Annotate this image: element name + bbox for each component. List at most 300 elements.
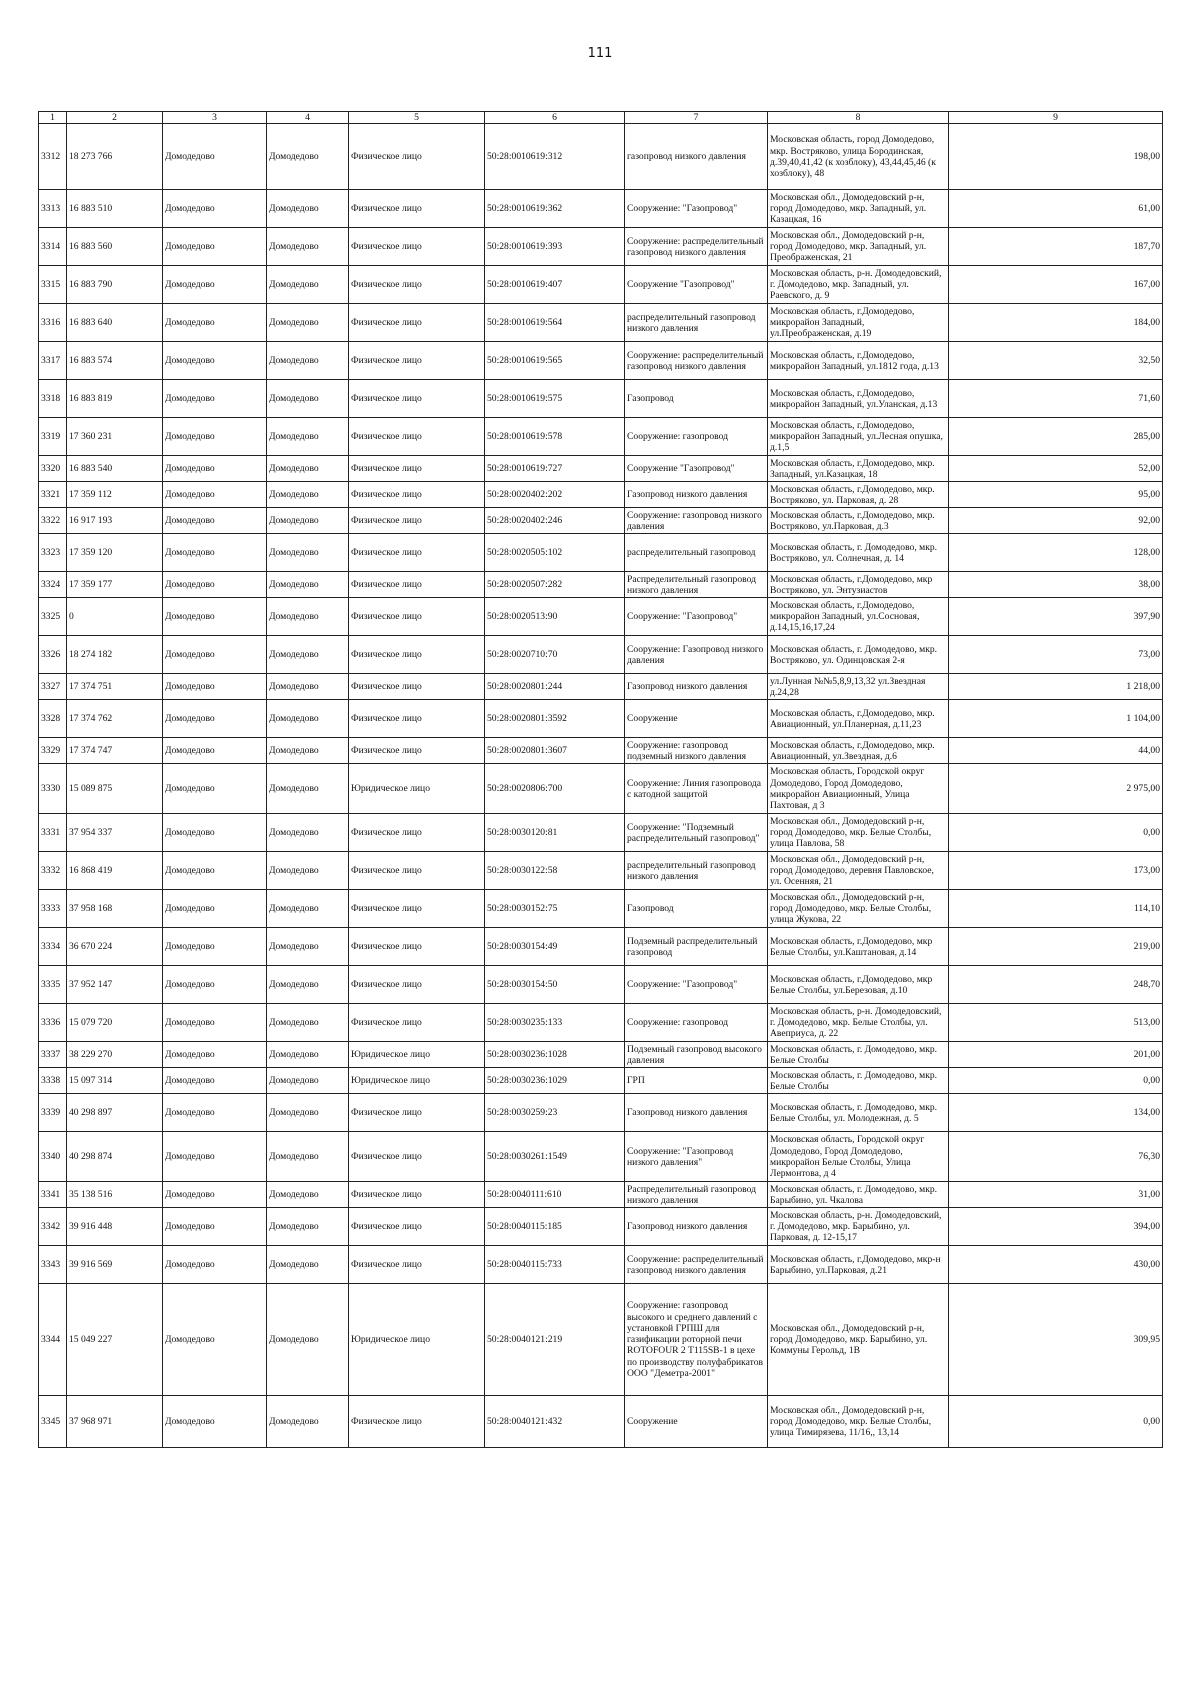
cell-district: Домодедово: [163, 1042, 267, 1068]
cell-object-id: 16 883 560: [67, 228, 163, 266]
cell-district: Домодедово: [163, 418, 267, 456]
cell-object-name: Сооружение: распределительный газопровод низкого давления: [625, 1246, 768, 1284]
cell-district: Домодедово: [163, 636, 267, 674]
cell-cadastral-number: 50:28:0020402:202: [485, 482, 625, 508]
cell-length-value: 0,00: [949, 1068, 1163, 1094]
cell-row-number: 3329: [39, 738, 67, 764]
column-header: 6: [485, 112, 625, 124]
cell-row-number: 3331: [39, 814, 67, 852]
cell-municipality: Домодедово: [267, 1284, 349, 1396]
cell-municipality: Домодедово: [267, 304, 349, 342]
table-row: [39, 1396, 1163, 1448]
cell-address: Московская область, г.Домодедово, микрорайон Западный, ул.Сосновая, д.14,15,16,17,24: [768, 598, 949, 636]
cell-district: Домодедово: [163, 482, 267, 508]
cell-municipality: Домодедово: [267, 228, 349, 266]
cell-row-number: 3321: [39, 482, 67, 508]
cell-owner-type: Физическое лицо: [349, 190, 485, 228]
table-row: [39, 1246, 1163, 1284]
cell-object-id: 16 868 419: [67, 852, 163, 890]
cell-length-value: 219,00: [949, 928, 1163, 966]
cell-district: Домодедово: [163, 1182, 267, 1208]
cell-cadastral-number: 50:28:0040121:432: [485, 1396, 625, 1448]
cell-owner-type: Физическое лицо: [349, 1246, 485, 1284]
cell-cadastral-number: 50:28:0010619:565: [485, 342, 625, 380]
cell-district: Домодедово: [163, 1246, 267, 1284]
cell-municipality: Домодедово: [267, 456, 349, 482]
cell-address: Московская обл., Домодедовский р-н, город Домодедово, мкр. Белые Столбы, улица Тимирязева, 11/16,, 13,14: [768, 1396, 949, 1448]
table-row: [39, 482, 1163, 508]
cell-municipality: Домодедово: [267, 572, 349, 598]
cell-object-id: 17 359 120: [67, 534, 163, 572]
table-row: [39, 1208, 1163, 1246]
table-row: [39, 928, 1163, 966]
cell-owner-type: Физическое лицо: [349, 228, 485, 266]
cell-length-value: 184,00: [949, 304, 1163, 342]
cell-district: Домодедово: [163, 814, 267, 852]
cell-owner-type: Физическое лицо: [349, 966, 485, 1004]
cell-object-name: Сооружение: "Газопровод низкого давления": [625, 1132, 768, 1182]
cell-length-value: 248,70: [949, 966, 1163, 1004]
cell-cadastral-number: 50:28:0010619:312: [485, 124, 625, 190]
cell-object-name: Распределительный газопровод низкого давления: [625, 572, 768, 598]
cell-object-name: Газопровод: [625, 380, 768, 418]
cell-row-number: 3342: [39, 1208, 67, 1246]
cell-object-name: Подземный газопровод высокого давления: [625, 1042, 768, 1068]
cell-cadastral-number: 50:28:0020505:102: [485, 534, 625, 572]
cell-row-number: 3320: [39, 456, 67, 482]
table-row: [39, 1182, 1163, 1208]
cell-district: Домодедово: [163, 764, 267, 814]
cell-length-value: 397,90: [949, 598, 1163, 636]
cell-cadastral-number: 50:28:0020507:282: [485, 572, 625, 598]
cell-municipality: Домодедово: [267, 1246, 349, 1284]
cell-municipality: Домодедово: [267, 342, 349, 380]
cell-length-value: 309,95: [949, 1284, 1163, 1396]
cell-municipality: Домодедово: [267, 852, 349, 890]
cell-cadastral-number: 50:28:0040115:733: [485, 1246, 625, 1284]
cell-address: Московская область, г.Домодедово, мкр. Западный, ул.Казацкая, 18: [768, 456, 949, 482]
table-row: [39, 738, 1163, 764]
table-row: [39, 966, 1163, 1004]
cell-row-number: 3338: [39, 1068, 67, 1094]
cell-address: Московская область, г.Домодедово, мкр. Востряково, ул.Парковая, д.3: [768, 508, 949, 534]
cell-length-value: 173,00: [949, 852, 1163, 890]
cell-row-number: 3335: [39, 966, 67, 1004]
cell-address: Московская обл., Домодедовский р-н, город Домодедово, деревня Павловское, ул. Осенняя, 21: [768, 852, 949, 890]
cell-object-id: 37 952 147: [67, 966, 163, 1004]
column-header: 3: [163, 112, 267, 124]
cell-owner-type: Юридическое лицо: [349, 764, 485, 814]
cell-row-number: 3333: [39, 890, 67, 928]
cell-address: Московская область, р-н. Домодедовский, г. Домодедово, мкр. Белые Столбы, ул. Авеприуса, д. 22: [768, 1004, 949, 1042]
cell-object-name: Сооружение: "Подземный распределительный газопровод": [625, 814, 768, 852]
cell-row-number: 3341: [39, 1182, 67, 1208]
cell-row-number: 3323: [39, 534, 67, 572]
table-row: [39, 508, 1163, 534]
cell-owner-type: Физическое лицо: [349, 1396, 485, 1448]
cell-cadastral-number: 50:28:0030261:1549: [485, 1132, 625, 1182]
cell-address: Московская область, город Домодедово, мкр. Востряково, улица Бородинская, д.39,40,41,42 (к хозблоку), 43,44,45,46 (к хозблоку), 48: [768, 124, 949, 190]
cell-owner-type: Физическое лицо: [349, 890, 485, 928]
cell-length-value: 52,00: [949, 456, 1163, 482]
cell-object-name: Газопровод низкого давления: [625, 482, 768, 508]
cell-object-id: 39 916 448: [67, 1208, 163, 1246]
cell-district: Домодедово: [163, 534, 267, 572]
page-number: 111: [587, 46, 613, 61]
cell-municipality: Домодедово: [267, 598, 349, 636]
cell-object-id: 17 360 231: [67, 418, 163, 456]
cell-district: Домодедово: [163, 124, 267, 190]
cell-district: Домодедово: [163, 1004, 267, 1042]
cell-district: Домодедово: [163, 1208, 267, 1246]
cell-cadastral-number: 50:28:0010619:407: [485, 266, 625, 304]
cell-district: Домодедово: [163, 266, 267, 304]
cell-row-number: 3334: [39, 928, 67, 966]
cell-address: Московская область, г.Домодедово, микрорайон Западный, ул.Уланская, д.13: [768, 380, 949, 418]
cell-cadastral-number: 50:28:0030235:133: [485, 1004, 625, 1042]
cell-address: ул.Лунная №№5,8,9,13,32 ул.Звездная д.24,28: [768, 674, 949, 700]
cell-row-number: 3317: [39, 342, 67, 380]
cell-object-name: Сооружение: распределительный газопровод низкого давления: [625, 342, 768, 380]
table-row: [39, 418, 1163, 456]
cell-municipality: Домодедово: [267, 1042, 349, 1068]
cell-owner-type: Юридическое лицо: [349, 1042, 485, 1068]
cell-object-name: распределительный газопровод низкого давления: [625, 852, 768, 890]
cell-object-name: Газопровод: [625, 890, 768, 928]
cell-object-name: распределительный газопровод: [625, 534, 768, 572]
cell-address: Московская область, г.Домодедово, мкр-н Барыбино, ул.Парковая, д.21: [768, 1246, 949, 1284]
cell-address: Московская область, Городской округ Домодедово, Город Домодедово, микрорайон Белые Столбы, Улица Лермонтова, д 4: [768, 1132, 949, 1182]
cell-municipality: Домодедово: [267, 890, 349, 928]
cell-district: Домодедово: [163, 1068, 267, 1094]
cell-length-value: 187,70: [949, 228, 1163, 266]
cell-cadastral-number: 50:28:0020801:244: [485, 674, 625, 700]
cell-length-value: 513,00: [949, 1004, 1163, 1042]
table-row: [39, 124, 1163, 190]
cell-row-number: 3339: [39, 1094, 67, 1132]
cell-municipality: Домодедово: [267, 814, 349, 852]
cell-owner-type: Юридическое лицо: [349, 1284, 485, 1396]
cell-object-id: 15 097 314: [67, 1068, 163, 1094]
cell-owner-type: Физическое лицо: [349, 342, 485, 380]
cell-municipality: Домодедово: [267, 482, 349, 508]
cell-district: Домодедово: [163, 190, 267, 228]
cell-cadastral-number: 50:28:0030154:50: [485, 966, 625, 1004]
cell-object-name: Сооружение: газопровод низкого давления: [625, 508, 768, 534]
cell-row-number: 3332: [39, 852, 67, 890]
cell-length-value: 394,00: [949, 1208, 1163, 1246]
cell-address: Московская обл., Домодедовский р-н, город Домодедово, мкр. Западный, ул. Казацкая, 16: [768, 190, 949, 228]
cell-object-name: ГРП: [625, 1068, 768, 1094]
cell-length-value: 61,00: [949, 190, 1163, 228]
cell-address: Московская область, г.Домодедово, мкр. Авиационный, ул.Планерная, д.11,23: [768, 700, 949, 738]
cell-address: Московская обл., Домодедовский р-н, город Домодедово, мкр. Белые Столбы, улица Павлова, 58: [768, 814, 949, 852]
cell-address: Московская область, г.Домодедово, микрорайон Западный, ул.Преображенская, д.19: [768, 304, 949, 342]
cell-cadastral-number: 50:28:0040115:185: [485, 1208, 625, 1246]
cell-cadastral-number: 50:28:0010619:727: [485, 456, 625, 482]
cell-length-value: 1 218,00: [949, 674, 1163, 700]
cell-row-number: 3322: [39, 508, 67, 534]
cell-object-name: Газопровод низкого давления: [625, 1094, 768, 1132]
cell-municipality: Домодедово: [267, 266, 349, 304]
cell-municipality: Домодедово: [267, 1208, 349, 1246]
cell-length-value: 2 975,00: [949, 764, 1163, 814]
cell-district: Домодедово: [163, 966, 267, 1004]
cell-object-name: Сооружение: [625, 1396, 768, 1448]
cell-municipality: Домодедово: [267, 190, 349, 228]
cell-cadastral-number: 50:28:0020801:3592: [485, 700, 625, 738]
cell-length-value: 44,00: [949, 738, 1163, 764]
cell-object-id: 18 273 766: [67, 124, 163, 190]
cell-address: Московская область, г. Домодедово, мкр. Востряково, ул. Солнечная, д. 14: [768, 534, 949, 572]
cell-municipality: Домодедово: [267, 928, 349, 966]
cell-district: Домодедово: [163, 1094, 267, 1132]
table-row: [39, 636, 1163, 674]
cell-length-value: 201,00: [949, 1042, 1163, 1068]
cell-length-value: 285,00: [949, 418, 1163, 456]
cell-cadastral-number: 50:28:0020801:3607: [485, 738, 625, 764]
cell-row-number: 3318: [39, 380, 67, 418]
cell-object-id: 17 374 747: [67, 738, 163, 764]
cell-address: Московская область, г. Домодедово, мкр. Барыбино, ул. Чкалова: [768, 1182, 949, 1208]
cell-row-number: 3314: [39, 228, 67, 266]
column-header: 8: [768, 112, 949, 124]
cell-cadastral-number: 50:28:0010619:362: [485, 190, 625, 228]
cell-object-id: 16 883 574: [67, 342, 163, 380]
cell-object-name: Сооружение "Газопровод": [625, 456, 768, 482]
cell-cadastral-number: 50:28:0020806:700: [485, 764, 625, 814]
cell-district: Домодедово: [163, 852, 267, 890]
cell-owner-type: Физическое лицо: [349, 534, 485, 572]
cell-address: Московская область, г.Домодедово, мкр. Востряково, ул. Парковая, д. 28: [768, 482, 949, 508]
table-row: [39, 1042, 1163, 1068]
cell-cadastral-number: 50:28:0030236:1028: [485, 1042, 625, 1068]
cell-row-number: 3328: [39, 700, 67, 738]
cell-owner-type: Физическое лицо: [349, 852, 485, 890]
cell-object-id: 36 670 224: [67, 928, 163, 966]
cell-object-id: 15 049 227: [67, 1284, 163, 1396]
cell-district: Домодедово: [163, 1132, 267, 1182]
cell-cadastral-number: 50:28:0010619:575: [485, 380, 625, 418]
table-row: [39, 190, 1163, 228]
cell-cadastral-number: 50:28:0010619:564: [485, 304, 625, 342]
cell-cadastral-number: 50:28:0030120:81: [485, 814, 625, 852]
cell-owner-type: Физическое лицо: [349, 266, 485, 304]
cell-row-number: 3326: [39, 636, 67, 674]
column-header: 7: [625, 112, 768, 124]
cell-object-id: 17 374 762: [67, 700, 163, 738]
cell-object-name: Газопровод низкого давления: [625, 674, 768, 700]
cell-cadastral-number: 50:28:0040121:219: [485, 1284, 625, 1396]
cell-cadastral-number: 50:28:0030154:49: [485, 928, 625, 966]
cell-object-id: 40 298 897: [67, 1094, 163, 1132]
cell-object-id: 16 883 640: [67, 304, 163, 342]
cell-address: Московская область, г.Домодедово, микрорайон Западный, ул.1812 года, д.13: [768, 342, 949, 380]
cell-municipality: Домодедово: [267, 738, 349, 764]
cell-owner-type: Физическое лицо: [349, 928, 485, 966]
table-row: [39, 228, 1163, 266]
cell-object-name: Сооружение: газопровод: [625, 418, 768, 456]
cell-object-id: 17 359 177: [67, 572, 163, 598]
cell-object-name: Сооружение: газопровод подземный низкого давления: [625, 738, 768, 764]
cell-address: Московская область, г.Домодедово, мкр Белые Столбы, ул.Березовая, д.10: [768, 966, 949, 1004]
cell-row-number: 3319: [39, 418, 67, 456]
cell-district: Домодедово: [163, 342, 267, 380]
cell-row-number: 3330: [39, 764, 67, 814]
cell-object-name: Подземный распределительный газопровод: [625, 928, 768, 966]
cell-owner-type: Физическое лицо: [349, 1094, 485, 1132]
table-row: [39, 266, 1163, 304]
cell-owner-type: Физическое лицо: [349, 572, 485, 598]
cell-row-number: 3340: [39, 1132, 67, 1182]
cell-address: Московская обл., Домодедовский р-н, город Домодедово, мкр. Белые Столбы, улица Жукова, 22: [768, 890, 949, 928]
cell-length-value: 76,30: [949, 1132, 1163, 1182]
cell-length-value: 114,10: [949, 890, 1163, 928]
cell-object-name: Сооружение: Линия газопровода с катодной защитой: [625, 764, 768, 814]
cell-length-value: 1 104,00: [949, 700, 1163, 738]
cell-length-value: 31,00: [949, 1182, 1163, 1208]
cell-owner-type: Физическое лицо: [349, 636, 485, 674]
cell-object-name: газопровод низкого давления: [625, 124, 768, 190]
cell-cadastral-number: 50:28:0020710:70: [485, 636, 625, 674]
cell-address: Московская область, р-н. Домодедовский, г. Домодедово, мкр. Барыбино, ул. Парковая, д. 12-15,17: [768, 1208, 949, 1246]
cell-owner-type: Физическое лицо: [349, 1004, 485, 1042]
cell-cadastral-number: 50:28:0040111:610: [485, 1182, 625, 1208]
cell-row-number: 3324: [39, 572, 67, 598]
cell-length-value: 0,00: [949, 814, 1163, 852]
cell-row-number: 3315: [39, 266, 67, 304]
cell-district: Домодедово: [163, 1396, 267, 1448]
cell-owner-type: Физическое лицо: [349, 482, 485, 508]
cell-address: Московская область, г. Домодедово, мкр. Белые Столбы: [768, 1068, 949, 1094]
cell-length-value: 95,00: [949, 482, 1163, 508]
table-row: [39, 456, 1163, 482]
cell-owner-type: Физическое лицо: [349, 418, 485, 456]
cell-object-id: 37 958 168: [67, 890, 163, 928]
cell-object-id: 38 229 270: [67, 1042, 163, 1068]
cell-object-id: 40 298 874: [67, 1132, 163, 1182]
table-row: [39, 1094, 1163, 1132]
cell-object-name: Сооружение: газопровод: [625, 1004, 768, 1042]
cell-length-value: 198,00: [949, 124, 1163, 190]
cell-length-value: 167,00: [949, 266, 1163, 304]
cell-length-value: 128,00: [949, 534, 1163, 572]
cell-municipality: Домодедово: [267, 534, 349, 572]
column-header: 9: [949, 112, 1163, 124]
cell-address: Московская область, Городской округ Домодедово, Город Домодедово, микрорайон Авиационный, Улица Пахтовая, д 3: [768, 764, 949, 814]
cell-district: Домодедово: [163, 380, 267, 418]
cell-row-number: 3316: [39, 304, 67, 342]
table-row: [39, 534, 1163, 572]
table-row: [39, 1284, 1163, 1396]
cell-object-id: 15 079 720: [67, 1004, 163, 1042]
column-header: 5: [349, 112, 485, 124]
cell-municipality: Домодедово: [267, 508, 349, 534]
cell-district: Домодедово: [163, 928, 267, 966]
cell-cadastral-number: 50:28:0010619:393: [485, 228, 625, 266]
cell-row-number: 3337: [39, 1042, 67, 1068]
table-row: [39, 342, 1163, 380]
cell-address: Московская область, г. Домодедово, мкр. Белые Столбы, ул. Молодежная, д. 5: [768, 1094, 949, 1132]
cell-municipality: Домодедово: [267, 1068, 349, 1094]
cell-owner-type: Физическое лицо: [349, 1132, 485, 1182]
cell-cadastral-number: 50:28:0030236:1029: [485, 1068, 625, 1094]
cell-owner-type: Физическое лицо: [349, 814, 485, 852]
cell-owner-type: Физическое лицо: [349, 1208, 485, 1246]
cell-municipality: Домодедово: [267, 380, 349, 418]
cell-municipality: Домодедово: [267, 1132, 349, 1182]
cell-object-name: Сооружение: газопровод высокого и среднего давлений с установкой ГРПШ для газификации роторной печи ROTOFOUR 2 T115SB-1 в цехе по производству полуфабрикатов ООО "Деметра-2001": [625, 1284, 768, 1396]
column-header: 1: [39, 112, 67, 124]
column-header: 4: [267, 112, 349, 124]
cell-cadastral-number: 50:28:0020402:246: [485, 508, 625, 534]
cell-address: Московская обл., Домодедовский р-н, город Домодедово, мкр. Западный, ул. Преображенская, 21: [768, 228, 949, 266]
cell-length-value: 38,00: [949, 572, 1163, 598]
cell-row-number: 3345: [39, 1396, 67, 1448]
cell-row-number: 3313: [39, 190, 67, 228]
cell-object-id: 16 883 540: [67, 456, 163, 482]
cell-row-number: 3336: [39, 1004, 67, 1042]
cell-municipality: Домодедово: [267, 1004, 349, 1042]
cell-district: Домодедово: [163, 598, 267, 636]
cell-district: Домодедово: [163, 228, 267, 266]
cell-object-id: 35 138 516: [67, 1182, 163, 1208]
cell-municipality: Домодедово: [267, 418, 349, 456]
cell-length-value: 92,00: [949, 508, 1163, 534]
table-body: [39, 124, 1163, 1448]
table-row: [39, 1068, 1163, 1094]
cell-object-name: Сооружение: "Газопровод": [625, 190, 768, 228]
cell-address: Московская область, г.Домодедово, микрорайон Западный, ул.Лесная опушка, д.1,5: [768, 418, 949, 456]
table-header: [39, 112, 1163, 124]
table-row: [39, 674, 1163, 700]
cell-cadastral-number: 50:28:0020513:90: [485, 598, 625, 636]
cell-address: Московская область, г.Домодедово, мкр. Авиационный, ул.Звездная, д.6: [768, 738, 949, 764]
cell-owner-type: Физическое лицо: [349, 700, 485, 738]
cell-municipality: Домодедово: [267, 1094, 349, 1132]
cell-row-number: 3343: [39, 1246, 67, 1284]
cell-length-value: 71,60: [949, 380, 1163, 418]
registry-table: [38, 111, 1163, 1448]
table-row: [39, 598, 1163, 636]
table-row: [39, 890, 1163, 928]
cell-object-id: 16 883 819: [67, 380, 163, 418]
cell-object-id: 17 374 751: [67, 674, 163, 700]
cell-district: Домодедово: [163, 508, 267, 534]
cell-object-id: 16 917 193: [67, 508, 163, 534]
cell-length-value: 0,00: [949, 1396, 1163, 1448]
cell-object-name: Сооружение: [625, 700, 768, 738]
cell-district: Домодедово: [163, 700, 267, 738]
cell-municipality: Домодедово: [267, 700, 349, 738]
cell-row-number: 3312: [39, 124, 67, 190]
cell-object-id: 18 274 182: [67, 636, 163, 674]
table-row: [39, 572, 1163, 598]
cell-cadastral-number: 50:28:0030152:75: [485, 890, 625, 928]
table-row: [39, 1004, 1163, 1042]
cell-object-name: Газопровод низкого давления: [625, 1208, 768, 1246]
cell-object-name: Сооружение: "Газопровод": [625, 966, 768, 1004]
table-row: [39, 852, 1163, 890]
column-header: 2: [67, 112, 163, 124]
cell-object-id: 17 359 112: [67, 482, 163, 508]
cell-object-id: 0: [67, 598, 163, 636]
cell-object-id: 37 954 337: [67, 814, 163, 852]
cell-object-name: Сооружение: "Газопровод": [625, 598, 768, 636]
cell-owner-type: Физическое лицо: [349, 124, 485, 190]
cell-address: Московская область, г. Домодедово, мкр. Востряково, ул. Одинцовская 2-я: [768, 636, 949, 674]
cell-cadastral-number: 50:28:0010619:578: [485, 418, 625, 456]
